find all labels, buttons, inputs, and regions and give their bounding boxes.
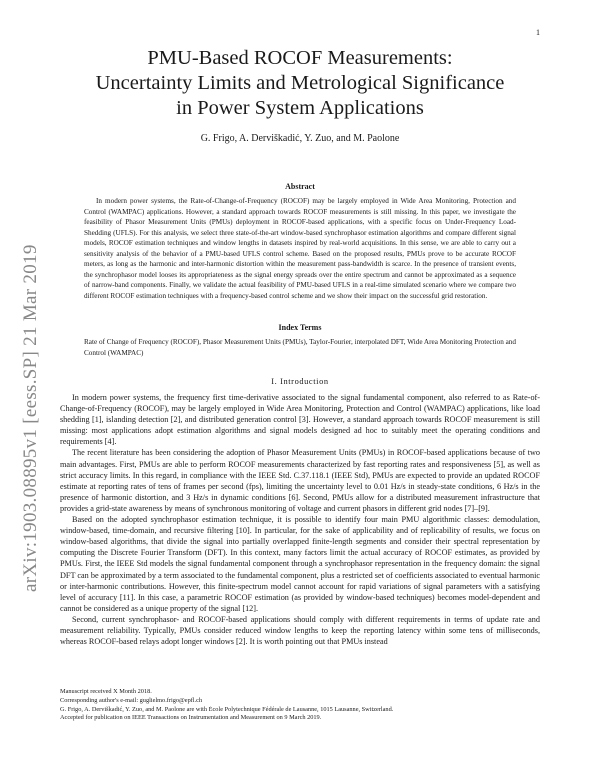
abstract-text: In modern power systems, the Rate-of-Change-of-Frequency (ROCOF) may be largely employed in Wide Area Monitoring, Protection and Control (WAMPAC) applications. However, a standard approach towards ROCOF measurements is still missing. In this paper, we investigate the feasibility of Phasor Measurement Units (PMUs) deployment in ROCOF-based applications, with a specific focus on Under-Frequency Load-Shedding (UFLS). For this analysis, we select three state-of-the-art window-based synchrophasor estimation algorithms and compare different signal models, ROCOF estimation techniques and window lengths in datasets inspired by real-world acquisitions. In this sense, we are able to carry out a sensitivity analysis of the behavior of a PMU-based UFLS control scheme. Based on the proposed results, PMUs prove to be accurate ROCOF meters, as long as the harmonic and inter-harmonic distortion within the measurement pass-bandwidth is scarce. In the presence of transient events, the synchrophasor model looses its appropriateness as the signal energy spreads over the entire spectrum and cannot be approximated as a sequence of narrow-band components. Finally, we validate the actual feasibility of PMU-based UFLS in a real-time simulated scenario where we compare two different ROCOF estimation techniques with a frequency-based control scheme and we show their impact on the successful grid restoration. <box>84 197 516 300</box>
paragraph: The recent literature has been considering the adoption of Phasor Measurement Units (PMUs) in ROCOF-based applications because of two main advantages. First, PMUs are able to perform ROCOF measurements characterized by fast reporting rates and responsiveness [5], as well as strict accuracy limits. In this regard, in compliance with the IEEE Std. C.37.118.1 (IEEE Std), PMUs are expected to provide an updated ROCOF estimate at reporting rates of tens of frames per second (fps), limiting the uncertainty level to 0.01 Hz/s in steady-state conditions, 6 Hz/s in the presence of harmonic distortion, and 3 Hz/s in dynamic conditions [6]. Second, PMUs allow for a distributed measurement infrastructure that provides a grid-state awareness by means of synchronous monitoring of voltage and current phasors in different grid nodes [7]–[9]. <box>60 448 540 513</box>
author-list: G. Frigo, A. Derviškadić, Y. Zuo, and M. Paolone <box>200 133 400 144</box>
arxiv-id[interactable]: arXiv:1903.08895v1 [eess.SP] 21 Mar 2019 <box>20 244 41 592</box>
title-line: Uncertainty Limits and Metrological Significance <box>95 72 505 94</box>
arxiv-watermark <box>0 0 41 776</box>
title-line: PMU-Based ROCOF Measurements: <box>147 47 453 69</box>
paragraph: Based on the adopted synchrophasor estimation technique, it is possible to identify four main PMU algorithmic classes: demodulation, window-based, time-domain, and recursive filtering [10]. In particular, for the sake of applicability and of replicability of results, we focus on window-based algorithms, that divide the signal into partially overlapped finite-length segments and consider their spectral representation by computing the Discrete Fourier Transform (DFT). In this context, many factors limit the actual accuracy of ROCOF estimates, as provided by PMUs. First, the IEEE Std models the signal fundamental component through a synchrophasor representation in the frequency domain: the signal DFT can be approximated by a term associated to the fundamental component, plus a restricted set of coefficients associated to eventual harmonic or inter-harmonic contributions. However, this finite-spectrum model cannot account for rapid variations of signal parameters with a satisfying level of accuracy [11]. In this case, a parametric ROCOF estimation (as provided by window-based techniques) becomes model-dependent and cannot be considered as a unique property of the signal [12]. <box>60 515 540 613</box>
footnote: Manuscript received X Month 2018. <box>60 688 152 695</box>
paragraph: In modern power systems, the frequency first time-derivative associated to the signal fundamental component, also referred to as Rate-of-Change-of-Frequency (ROCOF), may be largely employed in Wide Area Monitoring, Protection and Control (WAMPAC) applications, like load shedding [1], islanding detection [2], and distributed generation control [3]. However, a standard approach towards ROCOF measurement is still missing: most applications adopt estimation algorithms and signal models designed ad hoc to suitably meet the operating conditions and requirements [4]. <box>60 393 540 447</box>
section-heading: I. Introduction <box>271 377 329 386</box>
footnote: Corresponding author's e-mail: guglielmo.frigo@epfl.ch <box>60 696 203 704</box>
index-terms-heading: Index Terms <box>278 323 322 332</box>
index-terms-text: Rate of Change of Frequency (ROCOF), Phasor Measurement Units (PMUs), Taylor-Fourier, interpolated DFT, Wide Area Monitoring Protection and Control (WAMPAC) <box>84 338 516 357</box>
paper-title <box>60 46 540 121</box>
body-text <box>60 392 540 647</box>
abstract-heading: Abstract <box>285 182 315 191</box>
page-number: 1 <box>536 28 540 37</box>
paragraph: Second, current synchrophasor- and ROCOF-based applications should comply with different requirements in terms of update rate and measurement reliability. Typically, PMUs consider reduced window lengths to keep the reporting latency within some tens of milliseconds, whereas ROCOF-based relays adopt longer windows [2]. It is worth pointing out that PMUs instead <box>60 614 540 647</box>
footnote: G. Frigo, A. Derviškadić, Y. Zuo, and M. Paolone are with École Polytechnique Fédérale de Lausanne, 1015 Lausanne, Switzerland. <box>60 705 394 713</box>
footnote: Accepted for publication on IEEE Transactions on Instrumentation and Measurement on 9 March 2019. <box>60 714 322 722</box>
title-line: in Power System Applications <box>176 97 424 119</box>
footnotes <box>60 688 540 723</box>
